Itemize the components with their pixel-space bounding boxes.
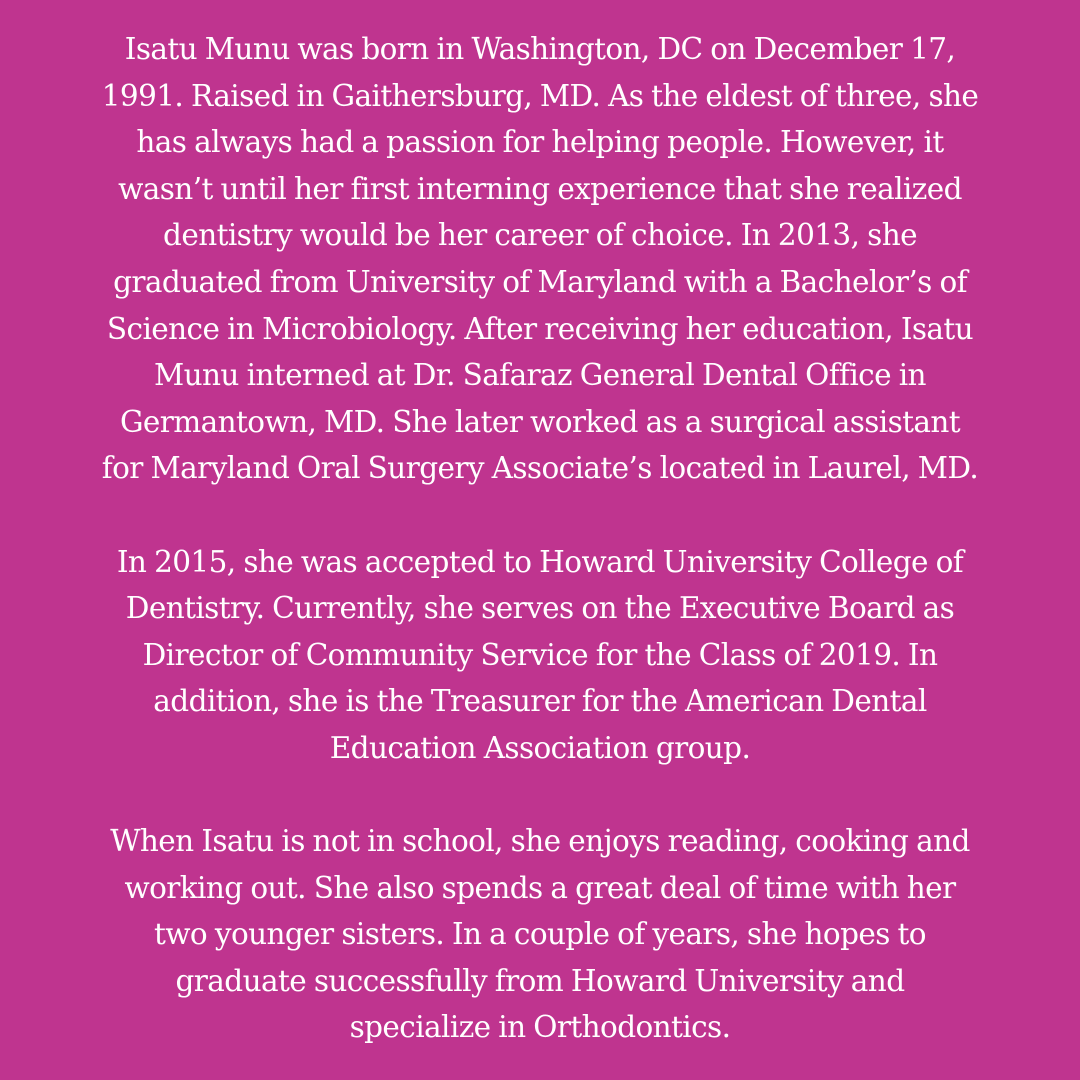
bio-line: Director of Community Service for the Class of 2019. In bbox=[142, 637, 938, 672]
bio-line: two younger sisters. In a couple of years, she hopes to bbox=[154, 917, 926, 952]
bio-line: specialize in Orthodontics. bbox=[349, 1010, 731, 1045]
bio-line: Science in Microbiology. After receiving her education, Isatu bbox=[106, 311, 974, 346]
bio-paragraph-1 bbox=[10, 26, 1070, 492]
bio-paragraph-2 bbox=[10, 539, 1070, 772]
bio-line: dentistry would be her career of choice. In 2013, she bbox=[163, 218, 917, 253]
bio-line: graduated from University of Maryland with a Bachelor’s of bbox=[113, 264, 967, 299]
bio-line: has always had a passion for helping people. However, it bbox=[136, 125, 944, 160]
bio-line: Education Association group. bbox=[329, 730, 751, 765]
bio-paragraph-3 bbox=[10, 818, 1070, 1051]
bio-line: In 2015, she was accepted to Howard University College of bbox=[116, 544, 964, 579]
bio-line: addition, she is the Treasurer for the American Dental bbox=[153, 684, 927, 719]
bio-line: wasn’t until her first interning experience that she realized bbox=[118, 171, 962, 206]
bio-line: working out. She also spends a great deal of time with her bbox=[124, 870, 956, 905]
bio-line: When Isatu is not in school, she enjoys reading, cooking and bbox=[110, 824, 970, 859]
paragraph-spacer bbox=[0, 772, 1080, 819]
bio-line: for Maryland Oral Surgery Associate’s located in Laurel, MD. bbox=[101, 451, 979, 486]
bio-line: Isatu Munu was born in Washington, DC on December 17, bbox=[124, 32, 956, 66]
bio-line: Munu interned at Dr. Safaraz General Dental Office in bbox=[154, 358, 926, 393]
bio-line: graduate successfully from Howard University and bbox=[175, 963, 905, 998]
bio-line: Dentistry. Currently, she serves on the Executive Board as bbox=[125, 591, 955, 626]
bio-line: Germantown, MD. She later worked as a surgical assistant bbox=[119, 404, 961, 439]
bio-line: 1991. Raised in Gaithersburg, MD. As the eldest of three, she bbox=[101, 78, 979, 113]
paragraph-spacer bbox=[0, 492, 1080, 539]
